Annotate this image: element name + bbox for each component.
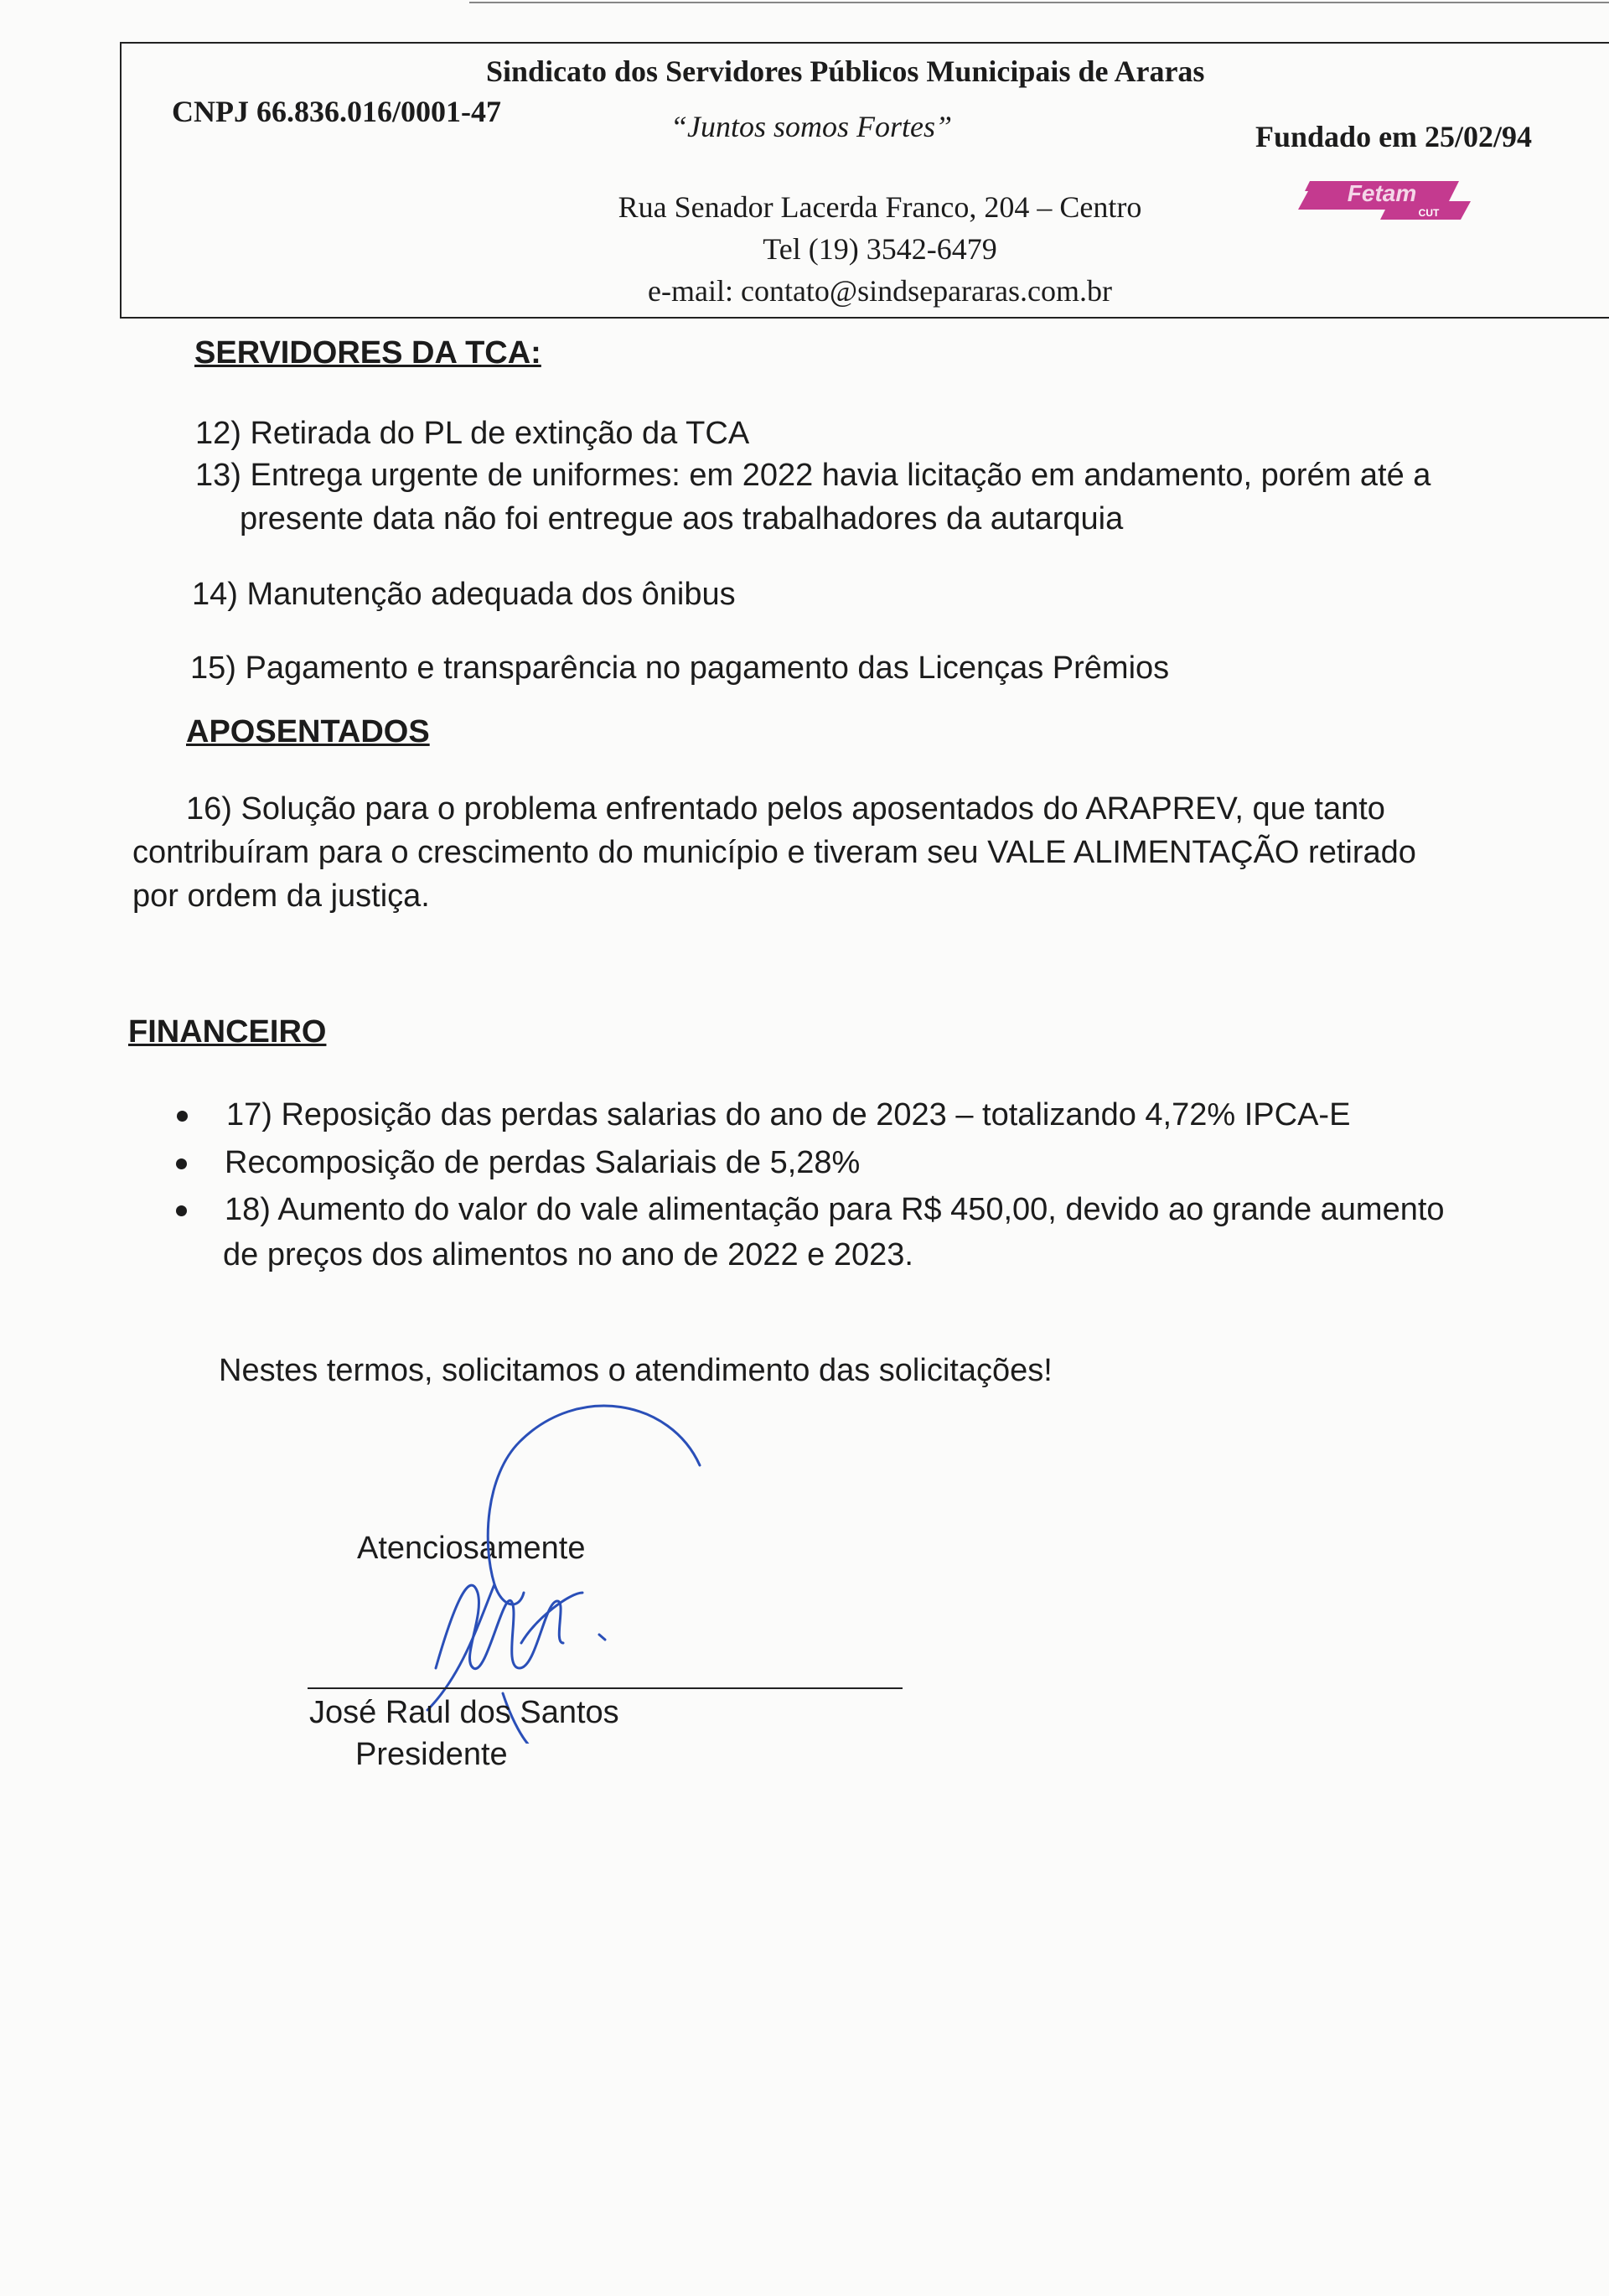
signer-name: José Raul dos Santos (309, 1695, 619, 1730)
phone: Tel (19) 3542-6479 (763, 232, 997, 266)
item-12: 12) Retirada do PL de extinção da TCA (195, 416, 750, 451)
address: Rua Senador Lacerda Franco, 204 – Centro (618, 190, 1142, 224)
email: e-mail: contato@sindsepararas.com.br (648, 274, 1112, 308)
scan-edge-line (469, 2, 1609, 3)
signer-title: Presidente (355, 1737, 508, 1772)
closing-request: Nestes termos, solicitamos o atendimento das solicitações! (219, 1353, 1053, 1388)
item-18-line-2: de preços dos alimentos no ano de 2022 e 2023. (223, 1237, 913, 1272)
item-15: 15) Pagamento e transparência no pagamento das Licenças Prêmios (190, 650, 1170, 686)
item-13-line-2: presente data não foi entregue aos trabalhadores da autarquia (240, 501, 1124, 536)
item-13-line-1: 13) Entrega urgente de uniformes: em 2022 havia licitação em andamento, porém até a (195, 458, 1431, 493)
item-16-line-1: 16) Solução para o problema enfrentado pelos aposentados do ARAPREV, que tanto (186, 791, 1385, 827)
organization-name: Sindicato dos Servidores Públicos Municipais de Araras (486, 54, 1205, 88)
bullet-icon (176, 1158, 187, 1169)
founded-date: Fundado em 25/02/94 (1255, 120, 1533, 153)
address-block (587, 186, 1173, 312)
logo-text: Fetam (1347, 180, 1417, 206)
signature-line (308, 1687, 903, 1689)
bullet-icon (177, 1111, 188, 1122)
motto: “Juntos somos Fortes” (670, 110, 953, 143)
cnpj-number: CNPJ 66.836.016/0001-47 (172, 95, 501, 128)
item-17b: Recomposição de perdas Salariais de 5,28% (225, 1145, 861, 1180)
bullet-icon (176, 1205, 187, 1216)
section-title-financeiro: FINANCEIRO (128, 1014, 327, 1050)
section-title-aposentados: APOSENTADOS (186, 714, 430, 749)
regards: Atenciosamente (357, 1531, 586, 1566)
item-17: 17) Reposição das perdas salarias do ano de 2023 – totalizando 4,72% IPCA-E (226, 1097, 1351, 1132)
logo-subtext: CUT (1418, 207, 1440, 219)
fetam-cut-logo (1295, 176, 1471, 225)
item-14: 14) Manutenção adequada dos ônibus (192, 577, 736, 612)
item-16-line-3: por ordem da justiça. (132, 878, 430, 914)
item-18-line-1: 18) Aumento do valor do vale alimentação para R$ 450,00, devido ao grande aumento (225, 1192, 1445, 1227)
section-title-tca: SERVIDORES DA TCA: (194, 335, 541, 371)
item-16-line-2: contribuíram para o crescimento do município e tiveram seu VALE ALIMENTAÇÃO retirado (132, 835, 1416, 870)
handwritten-signature (377, 1392, 729, 1744)
